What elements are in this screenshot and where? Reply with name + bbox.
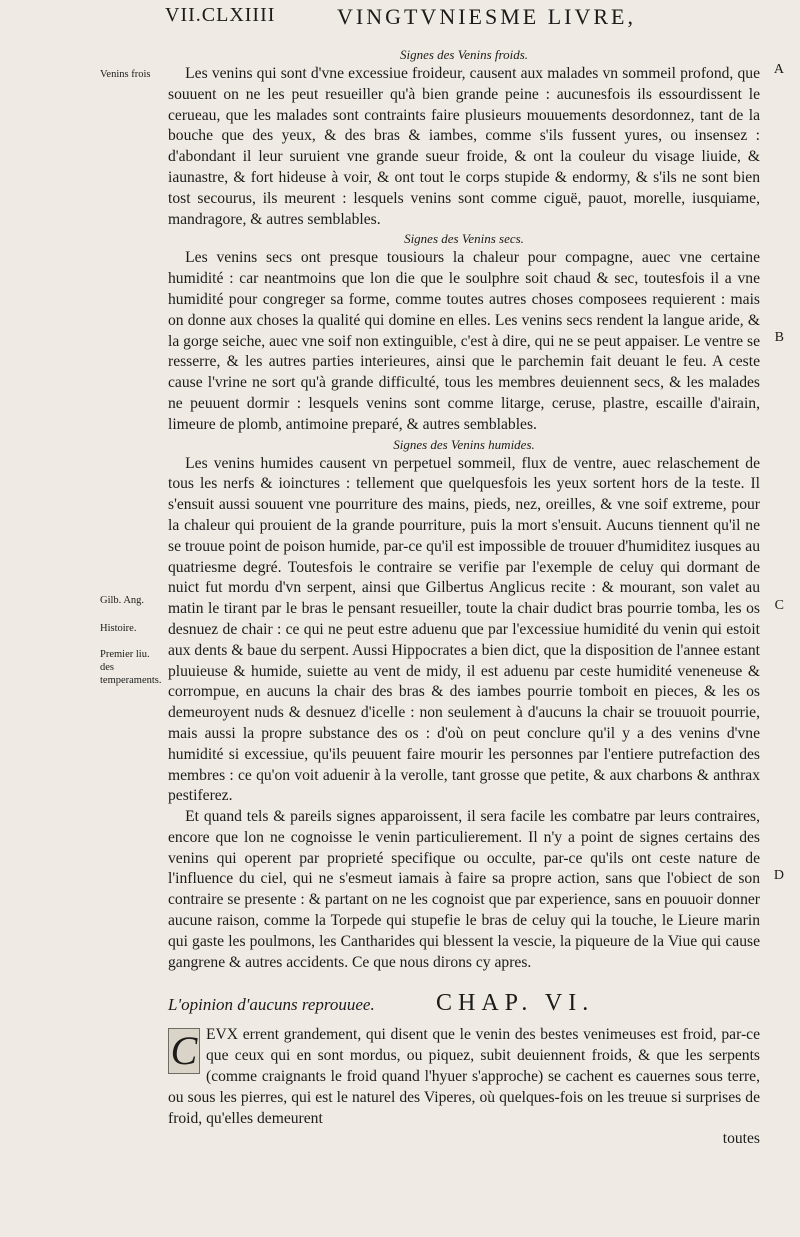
catchword: toutes	[722, 1130, 760, 1148]
section-heading: Signes des Venins secs.	[404, 231, 524, 247]
margin-note: Histoire.	[100, 623, 137, 634]
chapter-paragraph: EVX errent grandement, qui disent que le venin des bestes venimeuses est froid, par-ce que ceux qui en sont mordus, ou piquez, subit deuiennent froids, & que les serpents (comme craignants le froid quand l'hyuer s'approche) se cachent es cauernes sous terre, ou sous les pierres, qui est le naturel des Viperes, où quelques-fois on les treuue si surprises de froid, qu'elles demeurent	[168, 1026, 760, 1127]
paragraph: Les venins qui sont d'vne excessiue froideur, causent aux malades vn sommeil profond, que souuent on ne les peut resueiller qu'à bien grande peine : aucunesfois ils essourdissent le cerueau, que les malades sont contraints faire plusieurs mouuements desordonnez, tant de la bouche que des yeux, & des bras & iambes, comme s'ils fussent yures, ou insensez : d'abondant il leur suruient vne grande sueur froide, & ont la couleur du visage liuide, & iaunastre, & fort hideuse à voir, & ont tout le corps stupide & endormy, & s'ils ne sont bien tost secourus, ils meurent : lesquels venins sont comme ciguë, pauot, morelle, iusquiame, mandragore, & autres semblables.	[168, 65, 760, 228]
folio: VII.CLXIIII	[165, 4, 276, 26]
drop-cap: C	[168, 1028, 200, 1074]
chapter-body	[168, 1025, 760, 1150]
running-title: VINGTVNIESME LIVRE,	[337, 4, 636, 29]
section-heading: Signes des Venins humides.	[393, 436, 535, 452]
chapter-label: CHAP. VI.	[436, 990, 595, 1017]
paragraph: Les venins secs ont presque tousiours la chaleur pour compagne, auec vne certaine humidité : car neantmoins que lon die que le soulphre soit chaud & sec, toutesfois il a vne humidité pour congreger sa forme, comme toutes autres choses composees requierent : mais on donne aux choses la qualité qui domine en elles. Les venins secs rendent la langue aride, & la gorge seiche, auec vne soif non extinguible, c'est à dire, qui ne se peut appaiser. Le ventre se resserre, & les autres parties interieures, ainsi que le parchemin fait deuant le feu. A ceste cause l'vrine ne sort qu'à grande difficulté, tous les membres deuiennent secs, & les malades ne peuuent dormir : lesquels venins sont comme litarge, ceruse, plastre, escaille d'airain, limeure de plomb, antimoine preparé, & autres semblables.	[168, 249, 760, 433]
main-text	[168, 46, 760, 1150]
margin-letter: D	[773, 868, 784, 883]
margin-note: Venins frois	[100, 69, 151, 80]
paragraph: Et quand tels & pareils signes apparoissent, il sera facile les combatre par leurs contraires, encore que lon ne cognoisse le venin particulierement. Il n'y a point de signes certains des venins qui operent par proprieté specifique ou occulte, par-ce qu'ils ont ceste nature de l'influence du ciel, qui ne s'esmeut iamais à faire sa propre action, sans que l'obiect de son contraire se presente : & partant on ne les cognoist que par experience, sans en pouuoir donner aucune raison, comme la Torpede qui stupefie le bras de celuy qui la touche, le Lieure marin qui gaste les poulmons, les Cantharides qui blessent la vescie, la piqueure de la Viue qui cause gangrene & autres accidents. Ce que nous dirons cy apres.	[168, 808, 760, 971]
section-heading: Signes des Venins froids.	[399, 47, 529, 62]
margin-note: Gilb. Ang.	[100, 595, 145, 606]
page-header	[165, 4, 765, 34]
margin-letter: A	[773, 62, 784, 77]
margin-letter: B	[774, 330, 784, 345]
margin-letter: C	[774, 598, 784, 613]
chapter-title: L'opinion d'aucuns reprouuee.	[168, 995, 375, 1015]
chapter-heading	[168, 991, 760, 1019]
paragraph: Les venins humides causent vn perpetuel sommeil, flux de ventre, auec relaschement de tous les nerfs & ioinctures : tellement que quelquesfois les yeux sortent hors de la teste. Il s'ensuit aussi souuent vne pourriture des mains, pieds, nez, oreilles, & vne soif extreme, pour la chaleur qui prouient de la grande pourriture, puis la mort s'ensuit. Aucuns tiennent qu'il ne se trouue point de poison humide, par-ce qu'il est impossible de trouuer d'humiditez iusques au quatriesme degré. Toutesfois le contraire se verifie par l'exemple de celuy qui dormant de nuict fut mordu d'vn serpent, ainsi que Gilbertus Anglicus recite : & mourant, son valet au matin le tirant par le bras le pensant resueiller, toute la chair dudict bras pourrie tomba, les os desnuez de chair : ce qui ne peut estre aduenu que par l'excessiue humidité du venin qui estoit aux dents & baue du serpent. Aussi Hippocrates a bien dict, que la disposition de l'annee estant pluuieuse & humide, suiette au vent de midy, il est aduenu par ceste humidité veneneuse & corrompue, en aucuns la chair des bras & des iambes pourrie tomboit en pieces, & les os demeuroyent nuds & desnuez d'icelle : non seulement à d'aucuns la chair se trouuoit pourrie, mais aussi la propre substance des os : d'où on peut conclure qu'il y a des venins d'vne humidité si excessiue, qu'ils peuuent faire mourir les personnes par l'entiere putrefaction des membres : ce qu'on voit aduenir à la verolle, tant grosse que petite, & aux charbons & anthrax pestiferez.	[168, 454, 760, 805]
margin-note: Premier liu. des temperaments.	[100, 649, 162, 686]
